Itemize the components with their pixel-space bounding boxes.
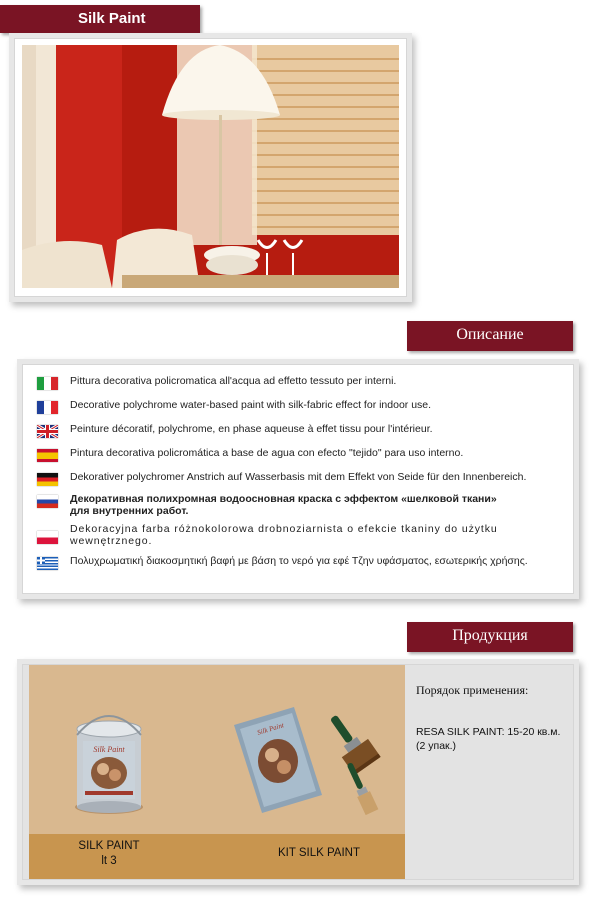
brushes-image bbox=[319, 710, 389, 820]
svg-text:Silk Paint: Silk Paint bbox=[256, 721, 285, 737]
product-size: lt 3 bbox=[101, 855, 117, 867]
description-text: Декоративная полихромная водоосновная краска с эффектом «шелковой ткани» для внутренних работ. bbox=[70, 493, 497, 517]
product-name: KIT SILK PAINT bbox=[277, 847, 361, 859]
interior-photo bbox=[22, 45, 399, 288]
description-text: Peinture décoratif, polychrome, en phase aqueuse à effet tissu pour l'intérieur. bbox=[70, 423, 433, 435]
uk-flag-icon bbox=[37, 425, 58, 438]
description-row-fr bbox=[37, 399, 431, 414]
usage-title: Порядок применения: bbox=[416, 683, 529, 697]
can-label: Silk Paint bbox=[93, 745, 125, 754]
paint-can-image bbox=[69, 715, 149, 815]
usage-info: RESA SILK PAINT: 15-20 кв.м. (2 упак.) bbox=[416, 726, 561, 752]
france-flag-icon bbox=[37, 401, 58, 414]
description-tab bbox=[407, 321, 573, 351]
product-silk-paint bbox=[59, 839, 159, 869]
description-heading: Описание bbox=[456, 326, 524, 343]
spain-flag-icon bbox=[37, 449, 58, 462]
products-panel bbox=[22, 664, 574, 880]
description-row-es bbox=[37, 447, 463, 462]
product-kit-silk-paint bbox=[259, 846, 379, 861]
description-row-de bbox=[37, 471, 526, 486]
product-name: SILK PAINT bbox=[78, 840, 140, 852]
description-row-it bbox=[37, 375, 396, 390]
title-tab bbox=[0, 5, 200, 33]
italy-flag-icon bbox=[37, 377, 58, 390]
description-row-gb bbox=[37, 423, 433, 438]
description-row-ru bbox=[37, 493, 497, 517]
description-text: Dekorativer polychromer Anstrich auf Wasserbasis mit dem Effekt von Seide für den Innenbereich. bbox=[70, 471, 527, 483]
poland-flag-icon bbox=[37, 531, 58, 544]
description-text: Pintura decorativa policromática a base de agua con efecto "tejido" para uso interno. bbox=[70, 447, 464, 459]
description-text: Πολυχρωματική διακοσμητική βαφή με βάση το νερό για εφέ Τζην υφάσματος, εσωτερικής χρήσης. bbox=[70, 555, 528, 567]
kit-box-image bbox=[224, 705, 324, 815]
products-showcase bbox=[29, 665, 405, 879]
page-title: Silk Paint bbox=[78, 10, 146, 27]
description-text: Decorative polychrome water-based paint with silk-fabric effect for indoor use. bbox=[70, 399, 432, 411]
products-heading: Продукция bbox=[452, 627, 528, 644]
description-row-pl bbox=[37, 523, 498, 547]
description-text: Dekoracyjna farba różnokolorowa drobnoziarnista o efekcie tkaniny do użytku wewnętrznego. bbox=[70, 523, 498, 547]
products-tab bbox=[407, 622, 573, 652]
germany-flag-icon bbox=[37, 473, 58, 486]
interior-illustration bbox=[22, 45, 399, 288]
russia-flag-icon bbox=[37, 495, 58, 508]
description-row-gr bbox=[37, 555, 528, 570]
greece-flag-icon bbox=[37, 557, 58, 570]
description-panel bbox=[22, 364, 574, 594]
description-text: Pittura decorativa policromatica all'acqua ad effetto tessuto per interni. bbox=[70, 375, 397, 387]
